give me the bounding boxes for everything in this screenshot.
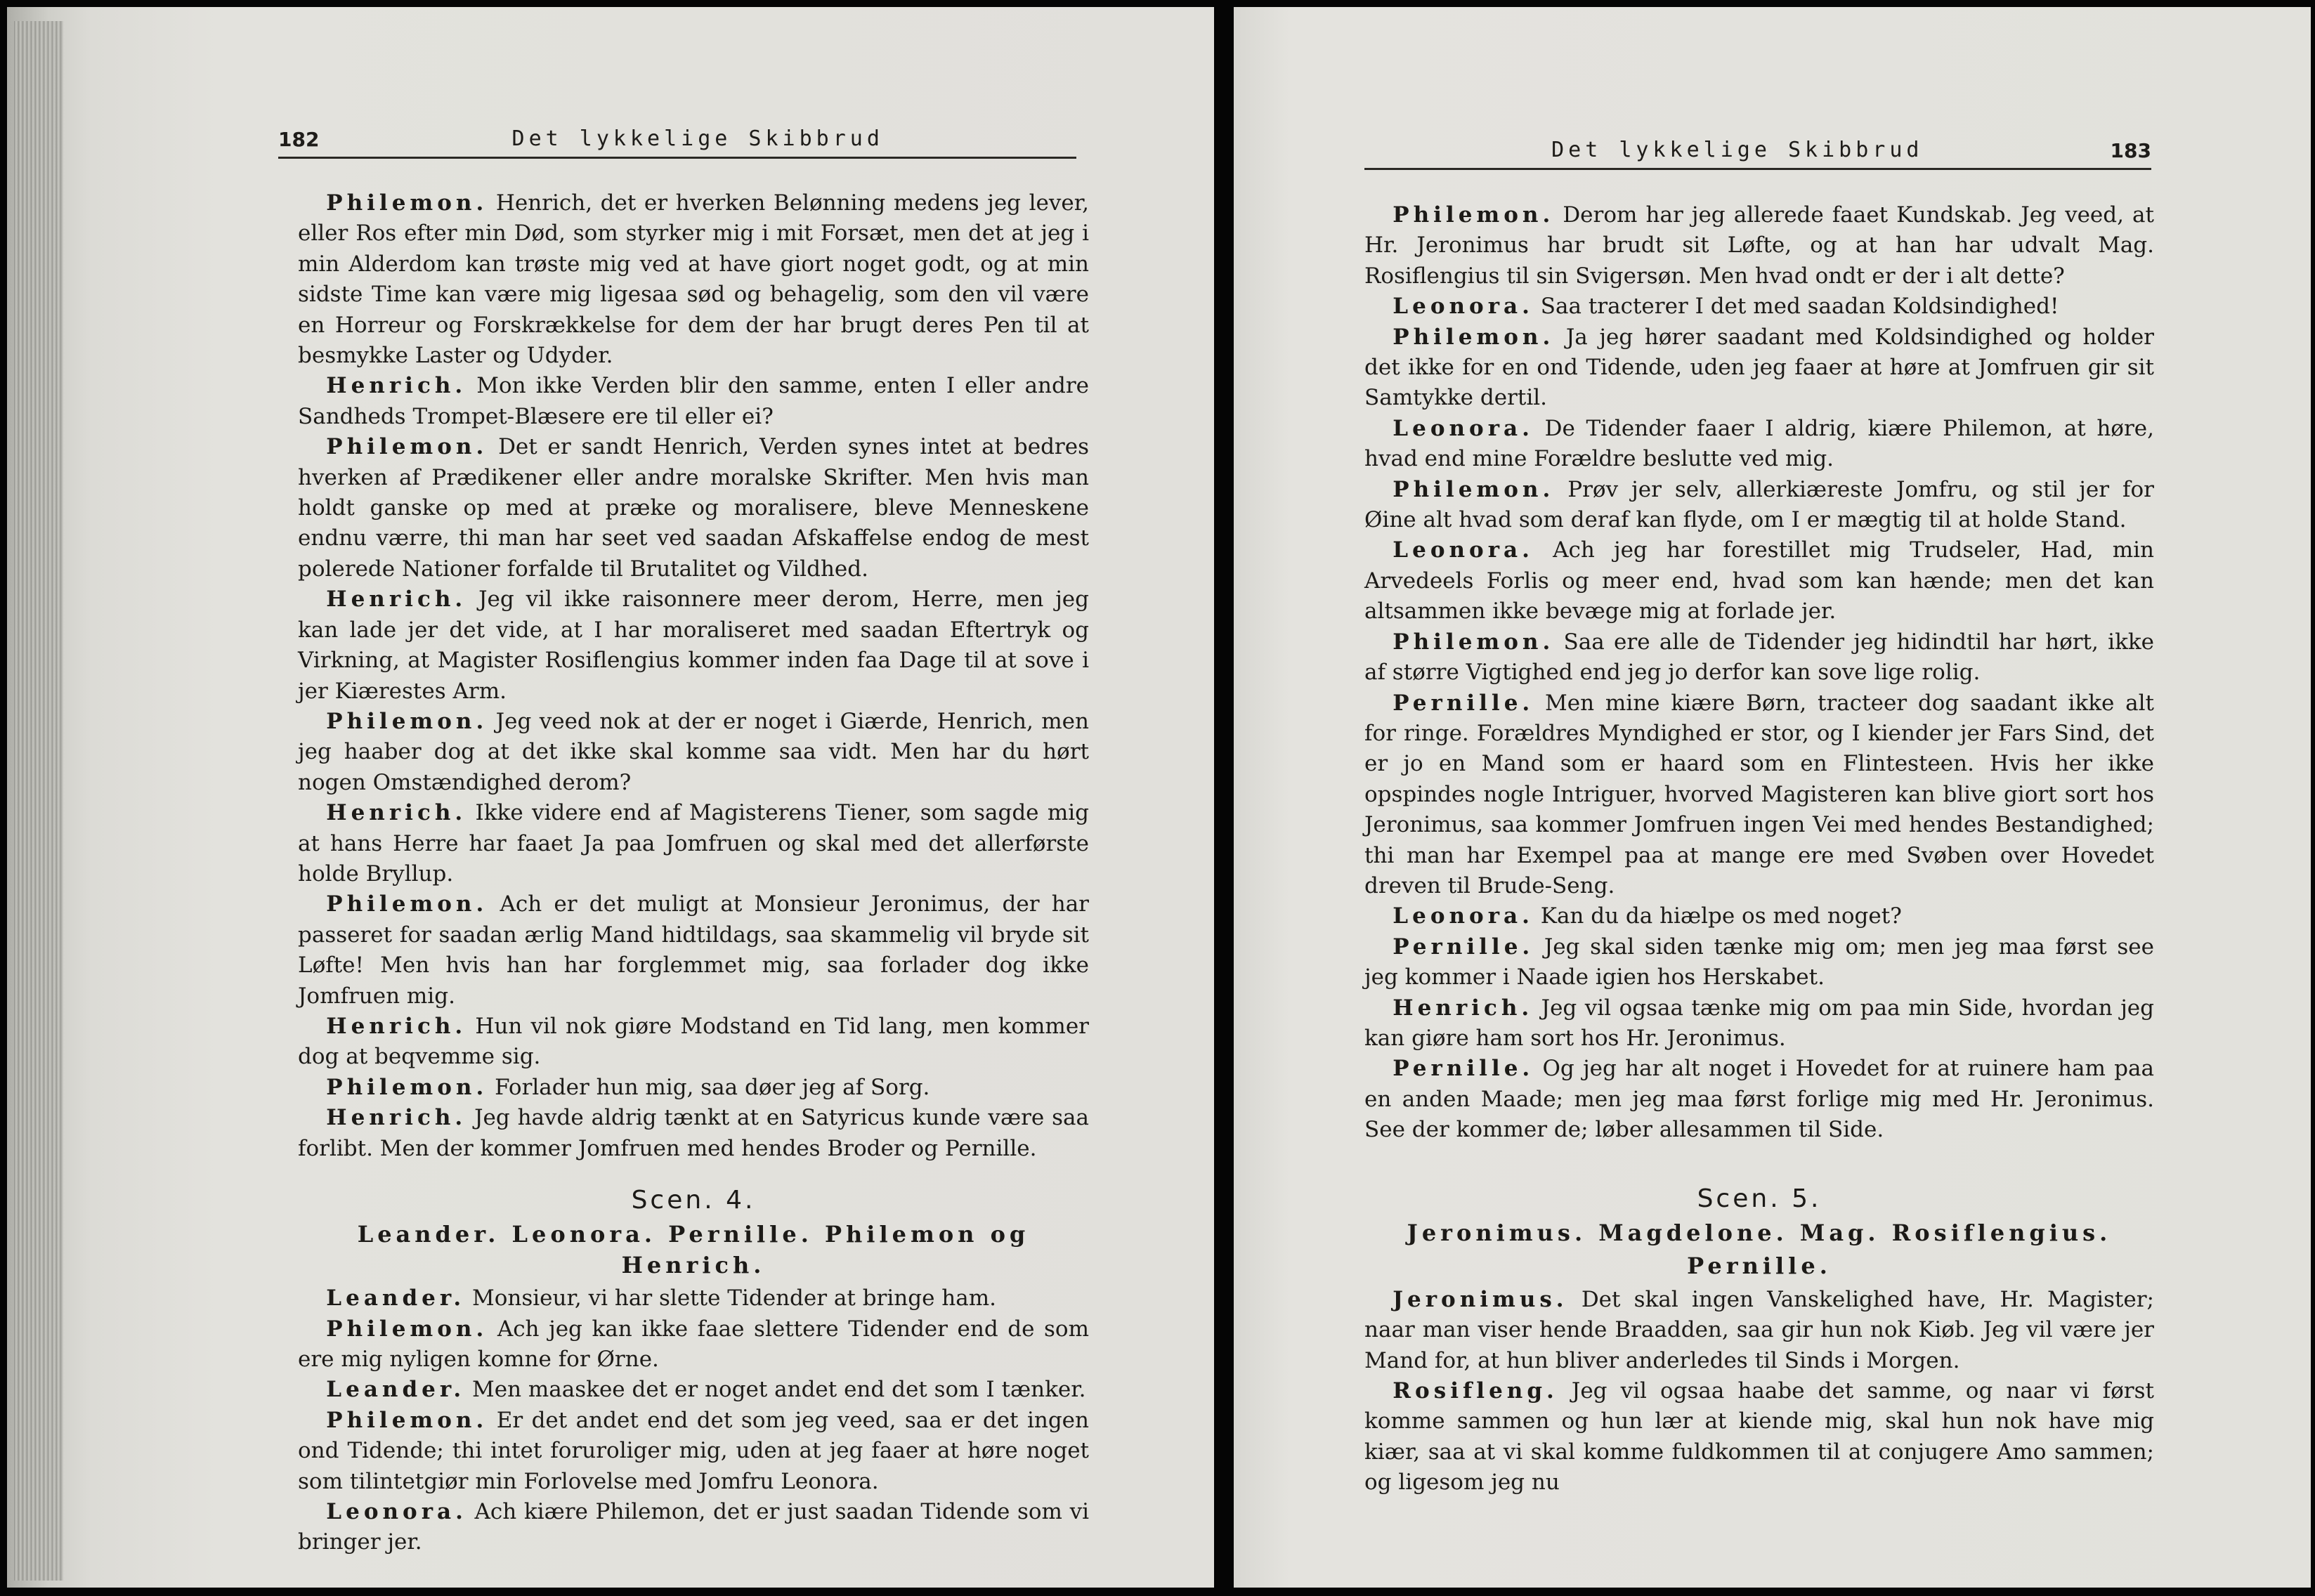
speech-text: Jeg vil ikke raisonnere meer derom, Herre, men jeg kan lade jer det vide, at I har moraliseret med saadan Eftertryk og Virkning, at Magister Rosiflengius kommer inden faa Dage til at sove i jer Kiærestes Arm. [298, 587, 1089, 704]
speaker-name: Philemon. [1393, 202, 1555, 228]
speaker-name: Henrich. [326, 1013, 467, 1039]
dialogue-paragraph [1364, 993, 2154, 1054]
dialogue-section [1364, 1285, 2154, 1498]
dialogue-paragraph [298, 798, 1089, 889]
page-number: 182 [278, 128, 320, 151]
speaker-name: Philemon. [326, 434, 488, 460]
dialogue-paragraph [298, 1073, 1089, 1103]
scene-cast: Leander. Leonora. Pernille. Philemon og Henrich. [357, 1221, 1030, 1278]
speaker-name: Leander. [326, 1377, 466, 1403]
speaker-name: Leonora. [1393, 903, 1534, 929]
dialogue-paragraph [298, 707, 1089, 798]
speech-text: Jeg veed nok at der er noget i Giærde, Henrich, men jeg haaber dog at det ikke skal komme saa vidt. Men har du hørt nogen Omstændighed derom? [298, 708, 1089, 795]
dialogue-paragraph [298, 1497, 1089, 1558]
dialogue-paragraph [298, 1375, 1089, 1405]
speaker-name: Henrich. [1393, 995, 1534, 1021]
speech-text: Ach jeg kan ikke faae slettere Tidender end de som ere mig nyligen komne for Ørne. [298, 1316, 1089, 1373]
dialogue-section [298, 1283, 1089, 1558]
dialogue-paragraph [298, 371, 1089, 432]
left-text-block [298, 188, 1089, 1558]
speaker-name: Henrich. [326, 800, 467, 826]
speech-text: Er det andet end det som jeg veed, saa er det ingen ond Tidende; thi intet foruroliger mig, uden at jeg faaer at høre noget som tilintetgiør min Forlovelse med Jomfru Leonora. [298, 1407, 1089, 1494]
dialogue-paragraph [298, 432, 1089, 584]
right-running-head [1364, 138, 2151, 170]
scene-heading: Scen. 4. [631, 1186, 756, 1215]
speaker-name: Philemon. [326, 1316, 488, 1342]
speaker-name: Philemon. [326, 1074, 488, 1100]
dialogue-paragraph [1364, 1285, 2154, 1376]
dialogue-paragraph [298, 1103, 1089, 1164]
speaker-name: Philemon. [1393, 476, 1555, 502]
dialogue-paragraph [1364, 535, 2154, 627]
speaker-name: Leonora. [1393, 294, 1534, 320]
speaker-name: Philemon. [326, 1407, 488, 1433]
dialogue-paragraph [1364, 627, 2154, 688]
scene-heading: Scen. 5. [1697, 1184, 1822, 1213]
speaker-name: Leander. [326, 1286, 466, 1312]
speaker-name: Leonora. [1393, 537, 1534, 563]
speaker-name: Philemon. [326, 891, 488, 917]
right-page [1234, 7, 2311, 1588]
speech-text: Saa ere alle de Tidender jeg hidindtil har hørt, ikke af større Vigtighed end jeg jo derfor kan sove lige rolig. [1364, 629, 2155, 686]
speech-text: Jeg skal siden tænke mig om; men jeg maa først see jeg kommer i Naade igien hos Herskabet. [1364, 934, 2154, 990]
speaker-name: Philemon. [326, 190, 488, 216]
speaker-name: Henrich. [326, 587, 467, 613]
right-text-block [1364, 200, 2154, 1498]
speaker-name: Henrich. [326, 1105, 467, 1131]
speaker-name: Philemon. [1393, 629, 1555, 655]
running-title: Det lykkelige Skibbrud [511, 126, 884, 151]
dialogue-paragraph [298, 1283, 1089, 1314]
speech-text: Ach er det muligt at Monsieur Jeronimus, der har passeret for saadan ærlig Mand hidtildags, saa skammelig vil bryde sit Løfte! Men hvis han har forglemmet mig, saa forlader dog ikke Jomfruen mig. [298, 891, 1089, 1009]
speaker-name: Philemon. [1393, 324, 1555, 350]
dialogue-paragraph [1364, 688, 2154, 902]
dialogue-paragraph [1364, 322, 2154, 414]
speech-text: Det skal ingen Vanskelighed have, Hr. Magister; naar man viser hende Braadden, saa gir hun nok Kiøb. Jeg vil være jer Mand for, at hun bliver anderledes til Sinds i Morgen. [1364, 1286, 2155, 1373]
speaker-name: Pernille. [1393, 690, 1534, 716]
scene-cast: Jeronimus. Magdelone. Mag. Rosiflengius. [1407, 1219, 2112, 1246]
dialogue-paragraph [1364, 932, 2154, 993]
speaker-name: Leonora. [326, 1499, 467, 1525]
speaker-name: Philemon. [326, 708, 488, 734]
speech-text: Men maaskee det er noget andet end det som I tænker. [471, 1377, 1086, 1403]
dialogue-section [298, 188, 1089, 1164]
speech-text: Saa tracterer I det med saadan Koldsindighed! [1540, 294, 2059, 320]
dialogue-paragraph [1364, 1376, 2154, 1498]
speech-text: Ja jeg hører saadant med Koldsindighed og holder det ikke for en ond Tidende, uden jeg faaer at høre at Jomfruen gir sit Samtykke dertil. [1364, 324, 2154, 411]
speech-text: Derom har jeg allerede faaet Kundskab. Jeg veed, at Hr. Jeronimus har brudt sit Løfte, og at han har udvalt Mag. Rosiflengius til sin Svigersøn. Men hvad ondt er der i alt dette? [1364, 202, 2154, 289]
speech-text: Jeg havde aldrig tænkt at en Satyricus kunde være saa forlibt. Men der kommer Jomfruen med hendes Broder og Pernille. [298, 1105, 1090, 1161]
scene-cast: Pernille. [1687, 1252, 1832, 1280]
dialogue-paragraph [1364, 901, 2154, 931]
dialogue-paragraph [298, 1314, 1089, 1375]
speech-text: Jeg vil ogsaa tænke mig om paa min Side, hvordan jeg kan giøre ham sort hos Hr. Jeronimus. [1364, 995, 2154, 1051]
speech-text: Kan du da hiælpe os med noget? [1540, 903, 1902, 929]
speech-text: Ach kiære Philemon, det er just saadan Tidende som vi bringer jer. [298, 1499, 1089, 1555]
running-title: Det lykkelige Skibbrud [1551, 138, 1924, 162]
speaker-name: Pernille. [1393, 934, 1534, 960]
dialogue-paragraph [298, 1406, 1089, 1497]
speaker-name: Henrich. [326, 373, 467, 399]
page-number: 183 [2110, 139, 2151, 162]
speech-text: Henrich, det er hverken Belønning medens jeg lever, eller Ros efter min Død, som styrker mig i mit Forsæt, men det at jeg i min Alderdom kan trøste mig ved at have giort noget godt, og at min sidste Time kan være mig ligesaa sød og behagelig, som den vil være en Horreur og Forskrækkelse for dem der har brugt deres Pen til at besmykke Laster og Udyder. [298, 190, 1089, 369]
speaker-name: Jeronimus. [1393, 1286, 1568, 1312]
speech-text: Monsieur, vi har slette Tidender at bringe ham. [471, 1286, 996, 1312]
speaker-name: Pernille. [1393, 1056, 1534, 1082]
speech-text: Prøv jer selv, allerkiæreste Jomfru, og stil jer for Øine alt hvad som deraf kan flyde, om I er mægtig til at holde Stand. [1364, 476, 2155, 533]
speech-text: Forlader hun mig, saa døer jeg af Sorg. [495, 1074, 930, 1100]
speech-text: Ach jeg har forestillet mig Trudseler, Had, min Arvedeels Forlis og meer end, hvad som kan hænde; men det kan altsammen ikke bevæge mig at forlade jer. [1364, 537, 2154, 624]
dialogue-paragraph [1364, 1054, 2154, 1145]
speaker-name: Leonora. [1393, 415, 1534, 441]
dialogue-paragraph [1364, 200, 2154, 292]
dialogue-paragraph [1364, 475, 2154, 536]
dialogue-paragraph [298, 584, 1089, 707]
speech-text: Jeg vil ogsaa haabe det samme, og naar vi først komme sammen og hun lær at kiende mig, skal hun nok have mig kiær, saa at vi skal komme fuldkommen til at conjugere Amo sammen; og ligesom jeg nu [1364, 1378, 2154, 1496]
speech-text: Men mine kiære Børn, tracteer dog saadant ikke alt for ringe. Forældres Myndighed er stor, og I kiender jer Fars Sind, det er jo en Mand som er haard som en Flintesteen. Hvis her ikke opspindes nogle Intriguer, hvorved Magisteren kan blive giort sort hos Jeronimus, saa kommer Jomfruen ingen Vei med hendes Bestandighed; thi man har Exempel paa at mange ere med Svøben over Hovedet dreven til Brude-Seng. [1364, 690, 2154, 898]
speech-text: Det er sandt Henrich, Verden synes intet at bedres hverken af Prædikener eller andre moralske Skrifter. Men hvis man holdt ganske op med at præke og moralisere, bleve Menneskene endnu værre, thi man har seet ved saadan Afskaffelse endog de mest polerede Nationer forfalde til Brutalitet og Vildhed. [298, 434, 1090, 582]
dialogue-section [1364, 200, 2154, 1146]
speech-text: De Tidender faaer I aldrig, kiære Philemon, at høre, hvad end mine Forældre beslutte ved mig. [1364, 415, 2154, 472]
speech-text: Ikke videre end af Magisterens Tiener, som sagde mig at hans Herre har faaet Ja paa Jomfruen og skal med det allerførste holde Bryllup. [298, 800, 1090, 887]
page-edges [14, 21, 63, 1581]
speech-text: Hun vil nok giøre Modstand en Tid lang, men kommer dog at beqvemme sig. [298, 1013, 1089, 1070]
speech-text: Mon ikke Verden blir den samme, enten I eller andre Sandheds Trompet-Blæsere ere til eller ei? [298, 373, 1089, 429]
speech-text: Og jeg har alt noget i Hovedet for at ruinere ham paa en anden Maade; men jeg maa først forlige mig med Hr. Jeronimus. See der kommer de; løber allesammen til Side. [1364, 1056, 2154, 1143]
dialogue-paragraph [1364, 414, 2154, 475]
dialogue-paragraph [298, 188, 1089, 371]
dialogue-paragraph [1364, 292, 2154, 322]
speaker-name: Rosifleng. [1393, 1378, 1558, 1404]
dialogue-paragraph [298, 1012, 1089, 1073]
left-running-head [278, 126, 1076, 159]
dialogue-paragraph [298, 889, 1089, 1012]
left-page [7, 7, 1214, 1588]
